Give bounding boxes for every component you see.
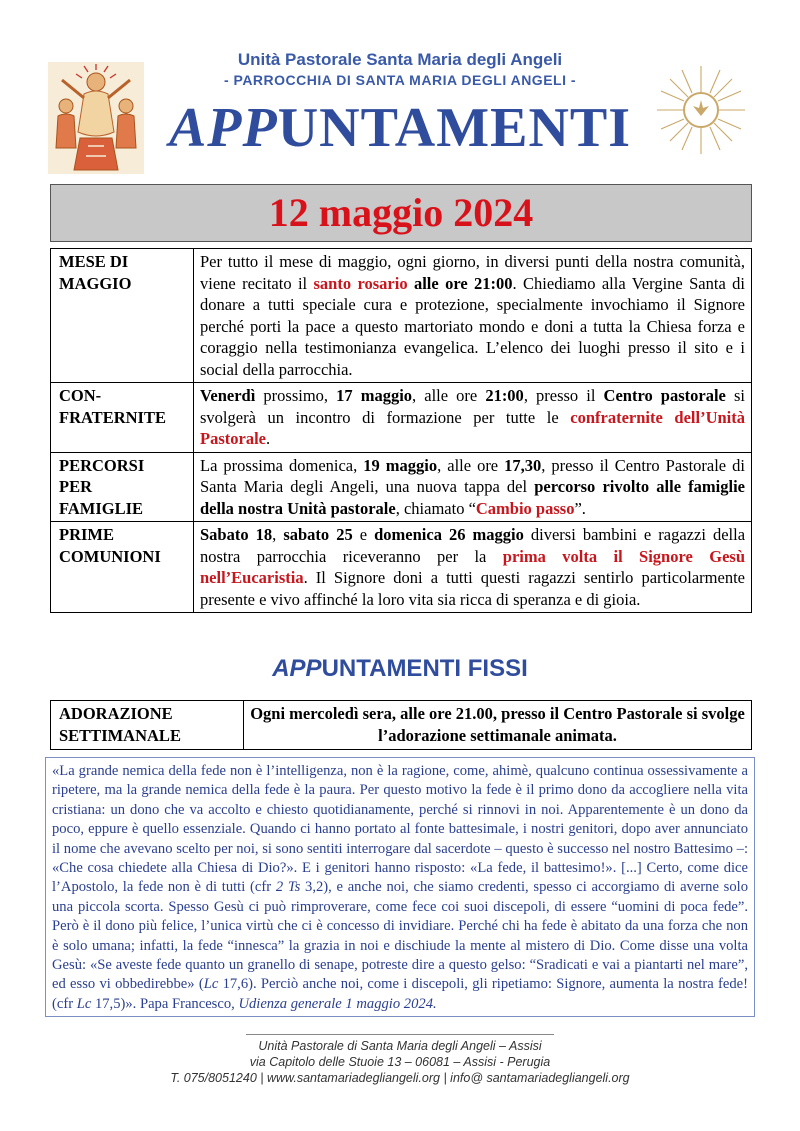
label-line: SETTIMANALE: [59, 726, 181, 745]
page-title: [150, 96, 650, 160]
quote-text: 17,6). Perciò anche noi, come i discepoli, gli ripetiamo: Signore, aumenta la nostra fede! (cfr: [52, 976, 748, 1012]
text-run: confraternite dell’Unità Pastorale: [200, 407, 745, 448]
label-line: MAGGIO: [59, 273, 132, 293]
text-run: , presso il Centro Pastorale di Santa Maria degli Angeli, una nuova tappa del: [200, 455, 745, 496]
event-label: [51, 249, 194, 383]
text-run: La prossima domenica,: [200, 455, 364, 475]
unit-name: Unità Pastorale Santa Maria degli Angeli: [237, 50, 563, 69]
text-run: e: [352, 525, 375, 544]
event-label: [51, 383, 194, 453]
quote-text: 17,5)». Papa Francesco: [91, 995, 232, 1012]
text-run: prima volta il Signore Gesù nell’Eucaristia: [200, 546, 745, 587]
text-run: diversi bambini e ragazzi della nostra parrocchia riceveranno per la: [200, 525, 746, 566]
label-line: PRIME: [59, 525, 114, 544]
page-title-rest: UNTAMENTI: [277, 97, 632, 159]
quote-text: 3,2), e anche noi, che siamo credenti, spesso ci accorgiamo di averne solo una piccola scorta. Spesso Gesù ci può rimproverare, come fece coi suoi discepoli, di essere “uomini di poca fede”. Però è il dono più felice, l’unica virtù che ci è concesso di invidiare. Perché chi ha fede è abitato da una forza che non è solo umana; infatti, la fede “innesca” la grazia in noi e dischiude la mente al mistero di Dio. Come disse una volta Gesù: «Se aveste fede quanto un granello di senape, potreste dire a questo gelso: “Sradicati e vai a piantarti nel mare”, ed esso vi obbedirebbe» (: [52, 879, 749, 993]
label-line: PER: [59, 477, 92, 496]
text-run: . Chiediamo alla Vergine Santa di donare a tutti speciale cura e protezione, specialmente invochiamo il Signore perché porti la pace a questo martoriato mondo e doni a tutta la Chiesa forza e coraggio nella testimonianza evangelica. L’elenco dei luoghi presso il sito e i social della parrocchia.: [200, 273, 745, 379]
label-line: ADORAZIONE: [59, 704, 173, 723]
quote-ref: Lc: [76, 995, 92, 1012]
table-row: [51, 701, 752, 750]
label-line: COMUNIONI: [59, 546, 161, 566]
text-run: Sabato 18: [200, 525, 273, 544]
quote-ref: 2 Ts: [275, 879, 301, 896]
event-text: [194, 452, 752, 522]
label-line: FRATERNITE: [59, 407, 166, 427]
text-run: alle ore 21:00: [407, 273, 513, 293]
footer-contacts: T. 075/8051240 | www.santamariadegliangeli.org | info@ santamariadegliangeli.org: [170, 1071, 630, 1085]
event-text: [194, 249, 752, 383]
text-run: 17,30: [504, 455, 542, 475]
text-run: si svolgerà un incontro di formazione per tutte le: [200, 386, 745, 427]
event-text: [194, 383, 752, 453]
fixed-appointments-heading: [0, 655, 800, 683]
quote-text: «La grande nemica della fede non è l’intelligenza, non è la ragione, come, ahimè, qualcuno continua ossessivamente a ripetere, ma la grande nemica della fede è la paura. Per questo motivo la fede è il primo dono da accogliere nella vita cristiana: un dono che va accolto e chiesto quotidianamente, perché si rinnovi in noi. Apparentemente è un dono da poco, eppure è quello essenziale. Quando ci hanno portato al fonte battesimale, i nostri genitori, dopo aver annunciato il nome che avevano scelto per noi, si sono sentiti interrogare dal sacerdote – questo è successo nel nostro Battesimo –: «Che cosa chiedete alla Chiesa di Dio?». E i genitori hanno risposto: «La fede, il battesimo!». [...] Certo, come dice l’Apostolo, la fede non è di tutti (cfr: [52, 763, 748, 896]
text-run: ”.: [574, 498, 586, 518]
text-run: , presso il: [523, 386, 604, 405]
fixed-label: [51, 701, 244, 750]
label-line: MESE DI: [59, 252, 129, 271]
text-run: prossimo,: [255, 386, 337, 405]
footer-address: via Capitolo delle Stuoie 13 – 06081 – Assisi - Perugia: [249, 1055, 551, 1069]
text-run: percorso rivolto alle famiglie della nostra Unità pastorale: [200, 477, 745, 518]
label-line: CON-: [59, 386, 102, 405]
table-row: [51, 522, 752, 613]
heading-italic: APP: [272, 655, 322, 682]
footer-unit: Unità Pastorale di Santa Maria degli Angeli – Assisi: [258, 1039, 542, 1053]
date-banner: [50, 184, 752, 242]
fixed-text: Ogni mercoledì sera, alle ore 21.00, presso il Centro Pastorale si svolge l’adorazione settimanale animata.: [244, 701, 752, 750]
text-run: , chiamato “: [395, 498, 476, 518]
table-row: [51, 249, 752, 383]
quote-source: , Udienza generale 1 maggio 2024.: [231, 995, 437, 1012]
text-run: 19 maggio: [363, 455, 438, 475]
text-run: 17 maggio: [336, 386, 413, 405]
page-title-italic: APP: [168, 97, 278, 159]
text-run: Centro pastorale: [603, 386, 726, 405]
text-run: santo rosario: [313, 273, 408, 293]
text-run: sabato 25: [283, 525, 353, 544]
parish-name: - PARROCCHIA DI SANTA MARIA DEGLI ANGELI -: [223, 72, 577, 88]
event-label: [51, 522, 194, 613]
table-row: [51, 452, 752, 522]
text-run: Cambio passo: [475, 498, 575, 518]
text-run: Per tutto il mese di maggio, ogni giorno, in diversi punti della nostra comunità, viene recitato il: [200, 252, 745, 293]
label-line: PERCORSI: [59, 455, 145, 475]
text-run: .: [265, 429, 271, 448]
quote-ref: Lc: [203, 976, 219, 993]
footer-divider: [246, 1034, 554, 1035]
fixed-appointments-table: [50, 700, 752, 750]
text-run: ,: [272, 525, 284, 544]
text-run: . Il Signore doni a tutti questi ragazzi sentirlo particolarmente presente e vivo affinché la loro vita sia ricca di speranza e di gioia.: [200, 568, 745, 609]
date-text: 12 maggio 2024: [268, 190, 534, 235]
text-run: 21:00: [485, 386, 524, 405]
heading-rest: UNTAMENTI FISSI: [321, 655, 528, 682]
event-label: [51, 452, 194, 522]
event-text: [194, 522, 752, 613]
text-run: , alle ore: [437, 455, 505, 475]
text-run: , alle ore: [412, 386, 486, 405]
events-table: [50, 248, 752, 613]
pope-quote-box: [45, 757, 755, 1017]
text-run: domenica 26 maggio: [374, 525, 524, 544]
text-run: Venerdì: [200, 386, 256, 405]
label-line: FAMIGLIE: [59, 498, 144, 518]
table-row: [51, 383, 752, 453]
